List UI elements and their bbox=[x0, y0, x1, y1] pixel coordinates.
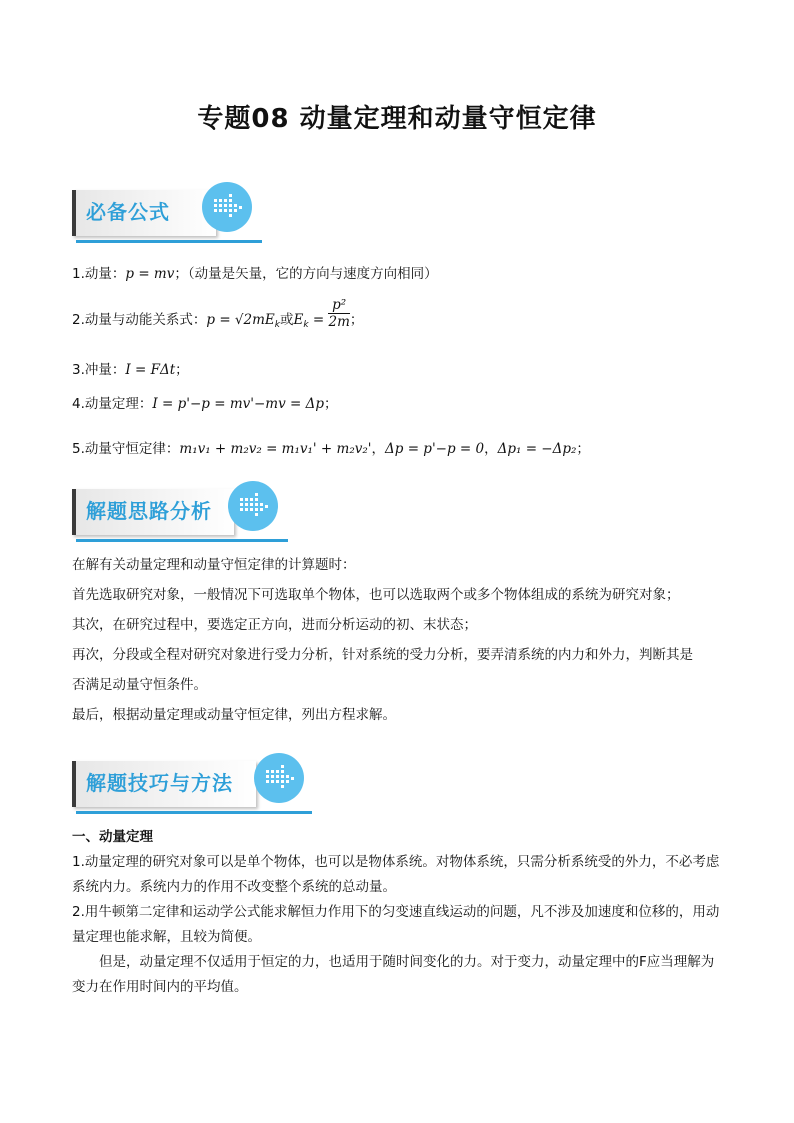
section-title-formulas: 必备公式 bbox=[86, 200, 170, 224]
analysis-text: 在解有关动量定理和动量守恒定律的计算题时： 首先选取研究对象，一般情况下可选取单个物体，也可以选取两个或多个物体组成的系统为研究对象； 其次，在研究过程中，要选定正方向，进而分析运动的初、末状态； 再次，分段或全程对研究对象进行受力分析，针对系统的受力分析，要弄清系统的内力和外力，判断其是 否满足动量守恒条件。 最后，根据动量定理或动量守恒定律，列出方程求解。 bbox=[72, 557, 693, 723]
methods-heading: 一、动量定理 bbox=[72, 829, 153, 845]
section-banner-methods bbox=[72, 753, 322, 815]
methods-text: 一、动量定理 1.动量定理的研究对象可以是单个物体，也可以是物体系统。对物体系统，只需分析系统受的外力，不必考虑系统内力。系统内力的作用不改变整个系统的总动量。 2.用牛顿第二定律和运动学公式能求解恒力作用下的匀变速直线运动的问题，凡不涉及加速度和位移的，用动量定理也能求解，且较为简便。 但是，动量定理不仅适用于恒定的力，也适用于随时间变化的力。对于变力，动量定理中的F应当理解为变力在作用时间内的平均值。 bbox=[72, 825, 724, 1000]
formula-3: 3.冲量：I = FΔt； bbox=[72, 362, 189, 378]
section-circle-icon bbox=[202, 182, 252, 232]
formula-4: 4.动量定理：I = p'−p = mv'−mv = Δp； bbox=[72, 396, 338, 412]
formula-5: 5.动量守恒定律：m₁v₁ + m₂v₂ = m₁v₁' + m₂v₂'，Δp = p'−p = 0，Δp₁ = −Δp₂； bbox=[72, 441, 590, 457]
formula-1: 1.动量：p = mv；（动量是矢量，它的方向与速度方向相同） bbox=[72, 266, 438, 282]
section-circle-icon bbox=[254, 753, 304, 803]
section-banner-analysis bbox=[72, 481, 312, 543]
section-circle-icon bbox=[228, 481, 278, 531]
section-title-methods: 解题技巧与方法 bbox=[86, 771, 233, 795]
section-title-analysis: 解题思路分析 bbox=[86, 499, 212, 523]
page-title: 专题08 动量定理和动量守恒定律 bbox=[197, 104, 597, 134]
section-banner-formulas bbox=[72, 182, 272, 244]
formula-2: 2.动量与动能关系式：$p = √2mE_k$或$E_k$ = $\frac{\text{p²}}{2m}$ ； bbox=[72, 296, 364, 330]
